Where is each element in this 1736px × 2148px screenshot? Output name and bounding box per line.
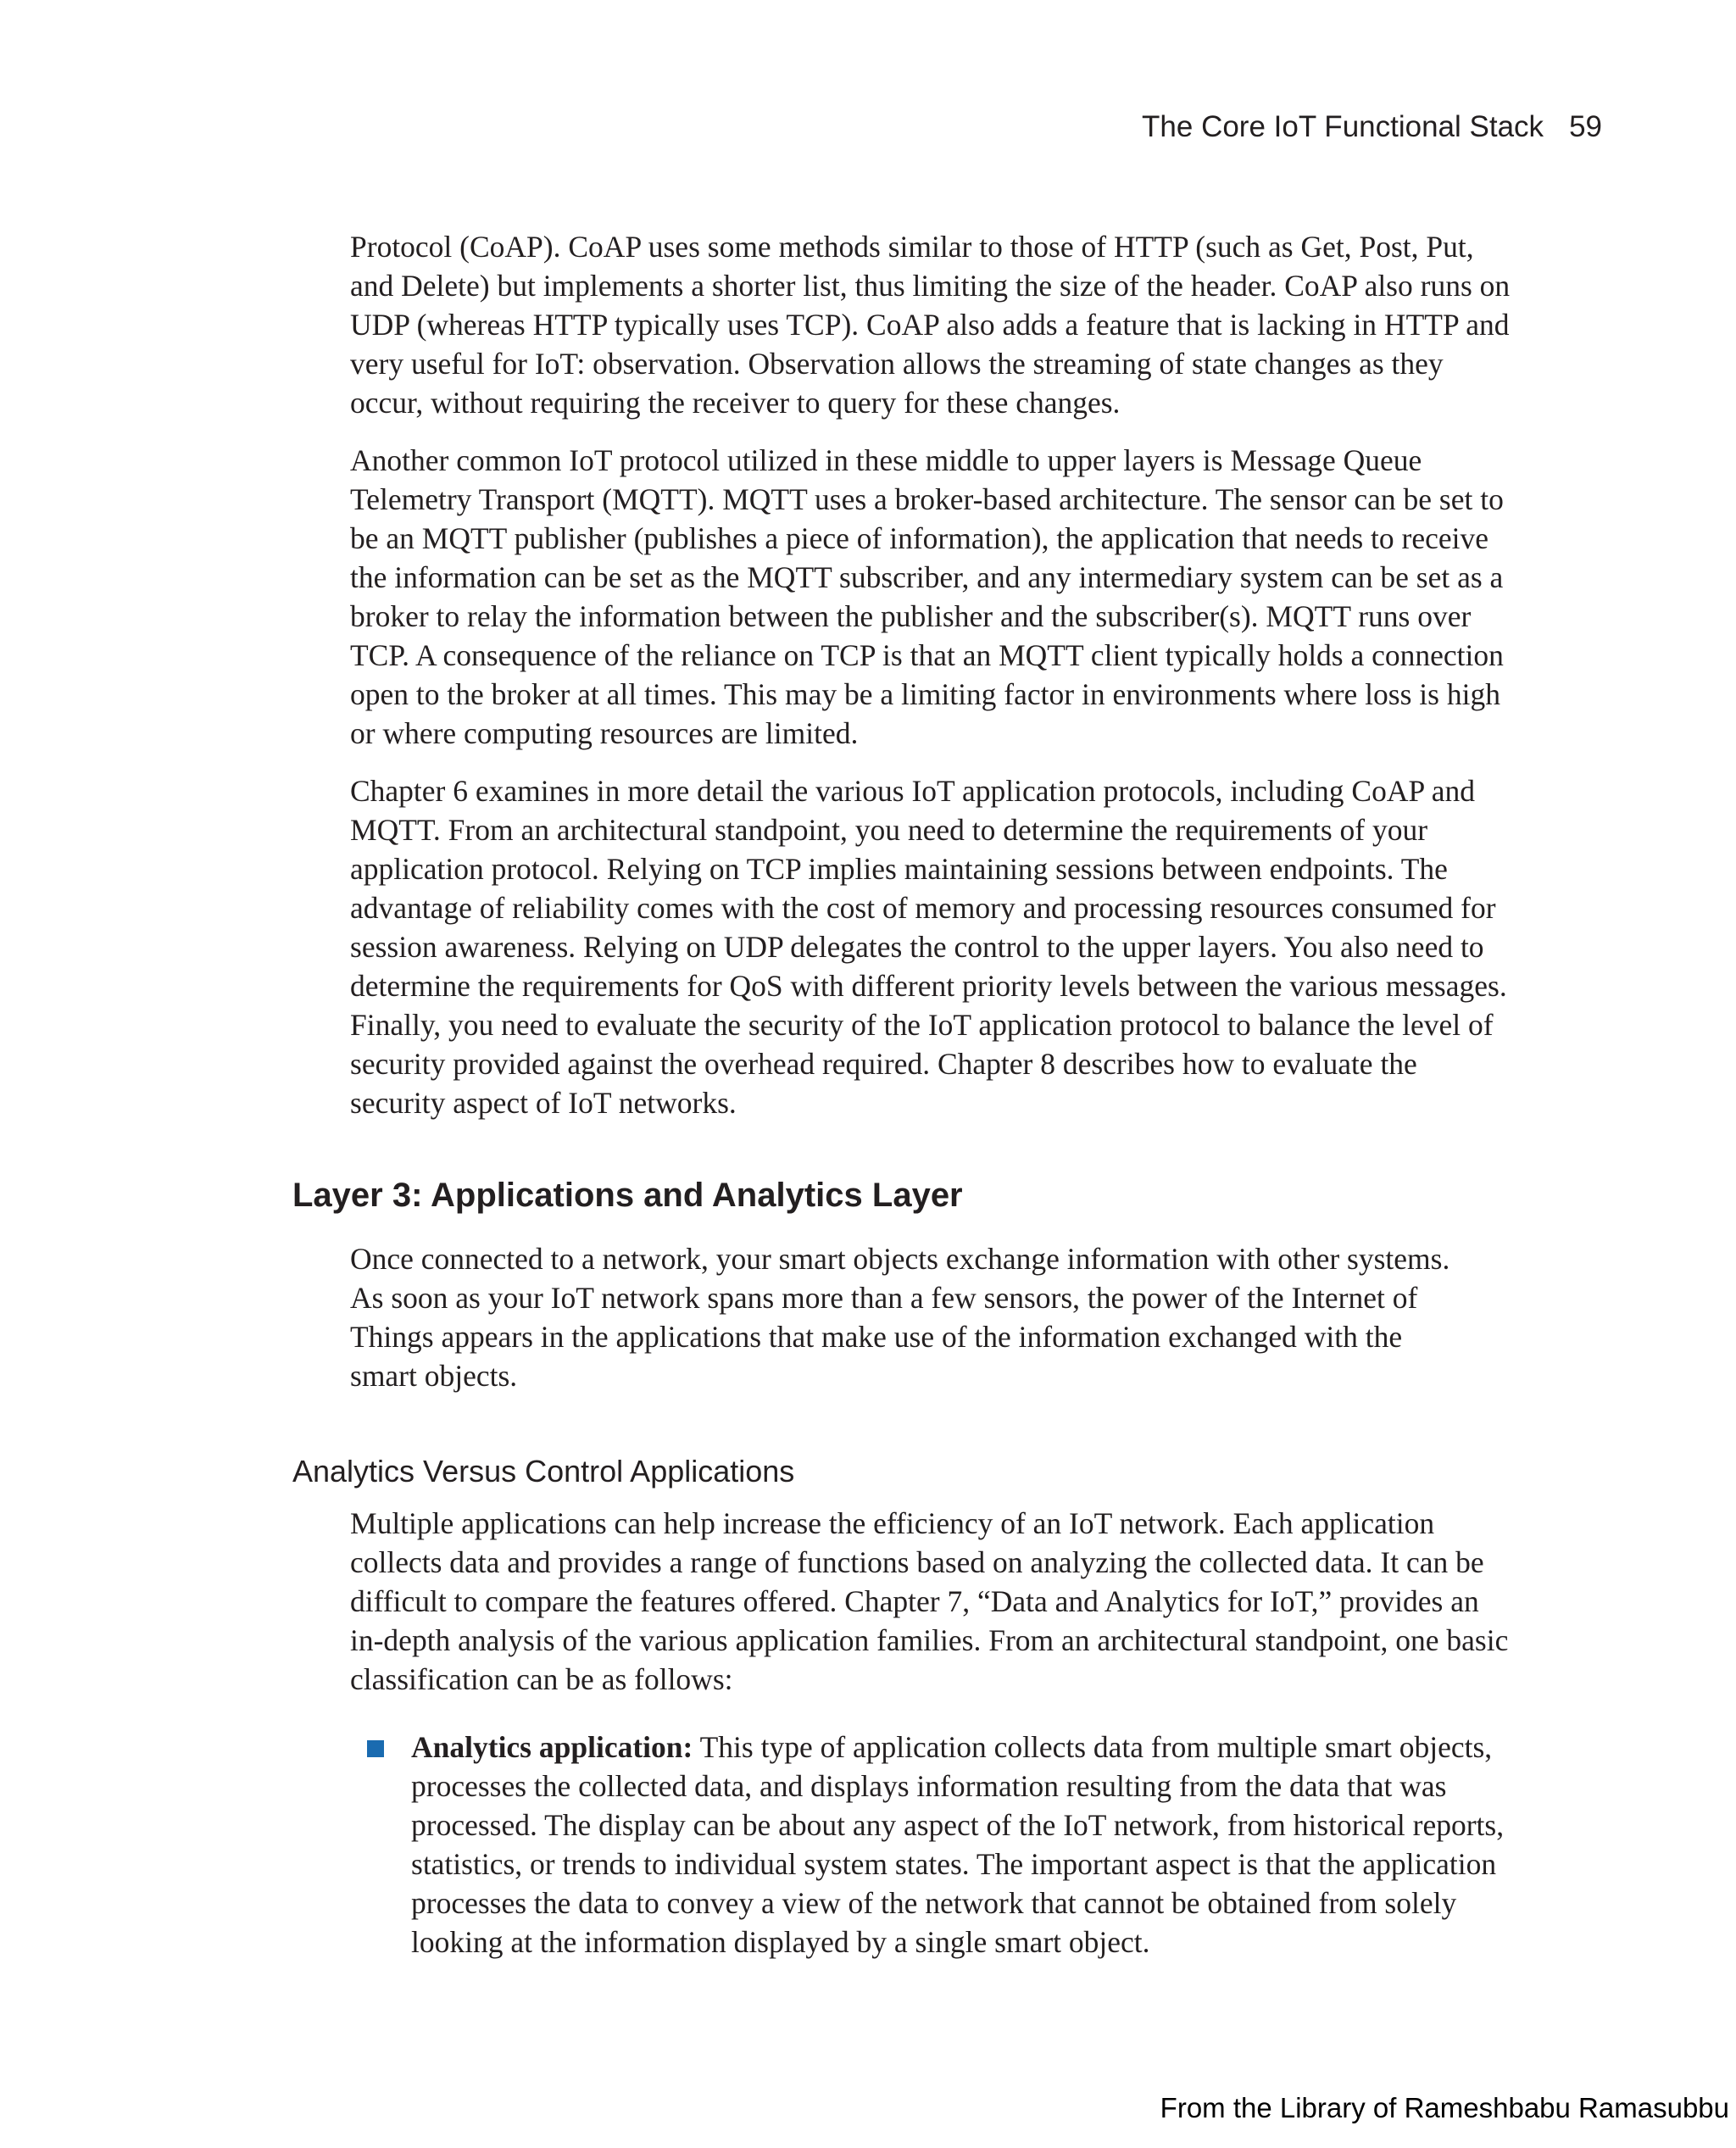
section-body-layer3 [350, 1239, 1452, 1414]
paragraph-layer3-intro: Once connected to a network, your smart objects exchange information with other systems. As soon as your IoT network spans more than a few sensors, the power of the Internet of Things appears in the applications that make use of the information exchanged with the smart objects. [350, 1242, 1450, 1393]
section-body-analytics [350, 1504, 1511, 1717]
paragraph-analytics-intro: Multiple applications can help increase the efficiency of an IoT network. Each application collects data and provides a range of functions based on analyzing the collected data. It can be difficult to compare the features offered. Chapter 7, “Data and Analytics for IoT,” provides an in-depth analysis of the various application families. From an architectural standpoint, one basic classification can be as follows: [350, 1506, 1509, 1696]
library-footer: From the Library of Rameshbabu Ramasubbu [1160, 2092, 1729, 2123]
paragraph-mqtt: Another common IoT protocol utilized in these middle to upper layers is Message Queue Telemetry Transport (MQTT). MQTT uses a broker-based architecture. The sensor can be set to be an MQTT publisher (publishes a piece of information), the application that needs to receive the information can be set as the MQTT subscriber, and any intermediary system can be set as a broker to relay the information between the publisher and the subscriber(s). MQTT runs over TCP. A consequence of the reliance on TCP is that an MQTT client typically holds a connection open to the broker at all times. This may be a limiting factor in environments where loss is high or where computing resources are limited. [350, 443, 1504, 750]
application-types-list [367, 1728, 1507, 1962]
running-header [1142, 110, 1602, 144]
paragraph-coap: Protocol (CoAP). CoAP uses some methods similar to those of HTTP (such as Get, Post, Put, and Delete) but implements a shorter list, thus limiting the size of the header. CoAP also runs on UDP (whereas HTTP typically uses TCP). CoAP also adds a feature that is lacking in HTTP and very useful for IoT: observation. Observation allows the streaming of state changes as they occur, without requiring the receiver to query for these changes. [350, 230, 1511, 420]
paragraph-chapter6: Chapter 6 examines in more detail the various IoT application protocols, including CoAP and MQTT. From an architectural standpoint, you need to determine the requirements of your application protocol. Relying on TCP implies maintaining sessions between endpoints. The advantage of reliability comes with the cost of memory and processing resources consumed for session awareness. Relying on UDP delegates the control to the upper layers. You also need to determine the requirements for QoS with different priority levels between the various messages. Finally, you need to evaluate the security of the IoT application protocol to balance the level of security provided against the overhead required. Chapter 8 describes how to evaluate the security aspect of IoT networks. [350, 774, 1507, 1120]
heading-analytics-vs-control: Analytics Versus Control Applications [292, 1454, 795, 1489]
page-number: 59 [1569, 110, 1602, 143]
running-title: The Core IoT Functional Stack [1142, 110, 1544, 143]
section-body-protocols [350, 227, 1511, 1141]
bullet-text: This type of application collects data from multiple smart objects, processes the collected data, and displays information resulting from the data that was processed. The display can be about any aspect of the IoT network, from historical reports, statistics, or trends to individual system states. The important aspect is that the application processes the data to convey a view of the network that cannot be obtained from solely looking at the information displayed by a single smart object. [411, 1730, 1505, 1959]
bullet-term: Analytics application: [411, 1730, 693, 1764]
list-item [367, 1728, 1507, 1962]
square-bullet-icon [367, 1740, 384, 1757]
heading-layer3: Layer 3: Applications and Analytics Layer [292, 1177, 963, 1214]
